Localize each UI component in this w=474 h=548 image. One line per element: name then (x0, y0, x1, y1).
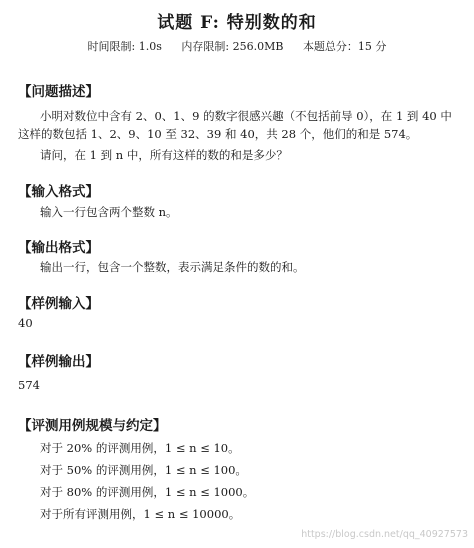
problem-meta (0, 38, 474, 54)
watermark-text: https://blog.csdn.net/qq_40927573 (301, 529, 468, 540)
sample-input-text: 40 (18, 316, 33, 330)
constraint-item-1: 对于 20% 的评测用例，1 ≤ n ≤ 10。 (40, 441, 240, 455)
time-limit: 时间限制: 1.0s (87, 40, 162, 53)
input-format-heading: 【输入格式】 (18, 184, 99, 200)
output-format-heading: 【输出格式】 (18, 240, 99, 256)
constraint-item-4: 对于所有评测用例，1 ≤ n ≤ 10000。 (40, 507, 241, 521)
total-score: 本题总分：15 分 (302, 40, 387, 53)
constraint-item-3: 对于 80% 的评测用例，1 ≤ n ≤ 1000。 (40, 485, 255, 499)
page-title: 试题 F: 特别数的和 (157, 13, 317, 33)
output-format-text: 输出一行，包含一个整数，表示满足条件的数的和。 (40, 260, 305, 274)
sample-output-heading: 【样例输出】 (18, 354, 99, 370)
memory-limit: 内存限制: 256.0MB (181, 40, 284, 53)
description-para-2: 请问，在 1 到 n 中，所有这样的数的和是多少？ (40, 148, 288, 162)
description-heading: 【问题描述】 (18, 84, 99, 100)
sample-input-heading: 【样例输入】 (18, 296, 99, 312)
constraints-heading: 【评测用例规模与约定】 (18, 418, 167, 434)
sample-output-text: 574 (18, 378, 40, 392)
input-format-text: 输入一行包含两个整数 n。 (40, 205, 178, 219)
description-para-1: 小明对数位中含有 2、0、1、9 的数字很感兴趣（不包括前导 0），在 1 到 40 中这样的数包括 1、2、9、10 至 32、39 和 40，共 28 个，他们的和是 574。 (18, 109, 452, 141)
constraint-item-2: 对于 50% 的评测用例，1 ≤ n ≤ 100。 (40, 463, 247, 477)
